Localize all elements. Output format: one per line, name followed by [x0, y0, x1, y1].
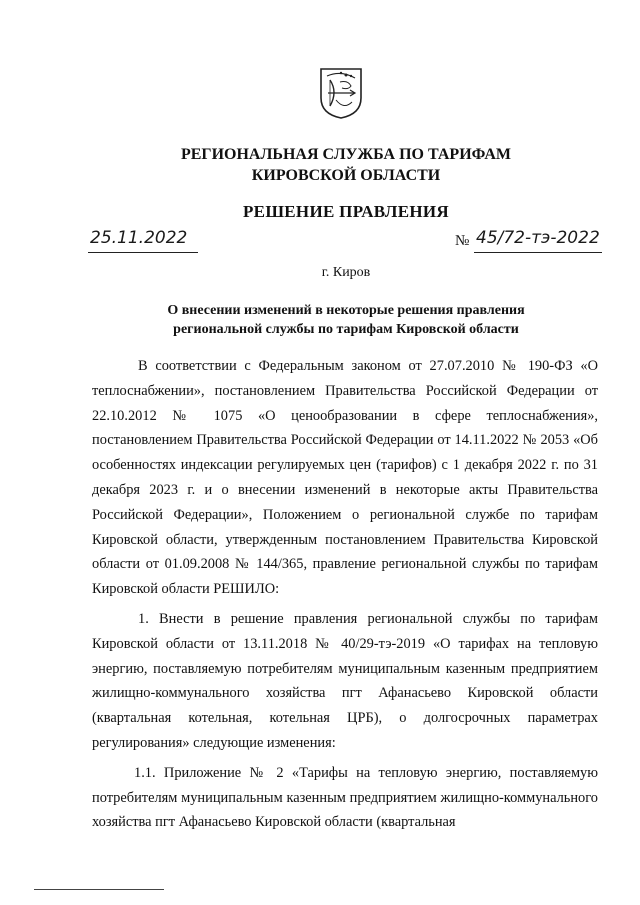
paragraph-preamble: В соответствии с Федеральным законом от 27.07.2010 № 190-ФЗ «О теплоснабжении», постановлением Правительства Российской Федерации от 22.10.2012 № 1075 «О ценообразовании в сфере теплоснабжения», постановлением Правительства Российской Федерации от 14.11.2022 № 2053 «Об особенностях индексации регулируемых цен (тарифов) с 1 декабря 2022 г. по 31 декабря 2023 г. и о внесении изменений в некоторые акты Правительства Российской Федерации», Положением о региональной службе по тарифам Кировской области, утвержденным постановлением Правительства Кировской области от 01.09.2008 № 144/365, правление региональной службы по тарифам Кировской области РЕШИЛО: — [92, 358, 598, 598]
city: г. Киров — [321, 265, 371, 280]
footnote-separator — [34, 889, 164, 890]
handwritten-date: 25.11.2022 — [90, 228, 188, 248]
coat-of-arms-icon — [318, 66, 364, 120]
date-underline — [88, 252, 198, 253]
org-name-line2: КИРОВСКОЙ ОБЛАСТИ — [251, 167, 441, 184]
subject-line1: О внесении изменений в некоторые решения правления — [167, 303, 525, 318]
paragraph-item-1: 1. Внести в решение правления региональной службы по тарифам Кировской области от 13.11.2018 № 40/29-тэ-2019 «О тарифах на тепловую энергию, поставляемую потребителям муниципальным казенным предприятием жилищно-коммунального хозяйства пгт Афанасьево Кировской области (квартальная котельная, котельная ЦРБ), о долгосрочных параметрах регулирования» следующие изменения: — [92, 610, 598, 751]
document-type: РЕШЕНИЕ ПРАВЛЕНИЯ — [243, 202, 449, 221]
paragraph-item-1-1: 1.1. Приложение № 2 «Тарифы на тепловую энергию, поставляемую потребителям муниципальным казенным предприятием жилищно-коммунального хозяйства пгт Афанасьево Кировской области (квартальная — [92, 764, 598, 831]
document-body — [92, 354, 598, 835]
org-name-line1: РЕГИОНАЛЬНАЯ СЛУЖБА ПО ТАРИФАМ — [180, 146, 512, 163]
subject-title — [26, 301, 640, 339]
subject-line2: региональной службы по тарифам Кировской области — [173, 322, 519, 337]
handwritten-number: 45/72-тэ-2022 — [476, 228, 600, 248]
number-underline — [474, 252, 602, 253]
number-sign: № — [455, 233, 470, 249]
